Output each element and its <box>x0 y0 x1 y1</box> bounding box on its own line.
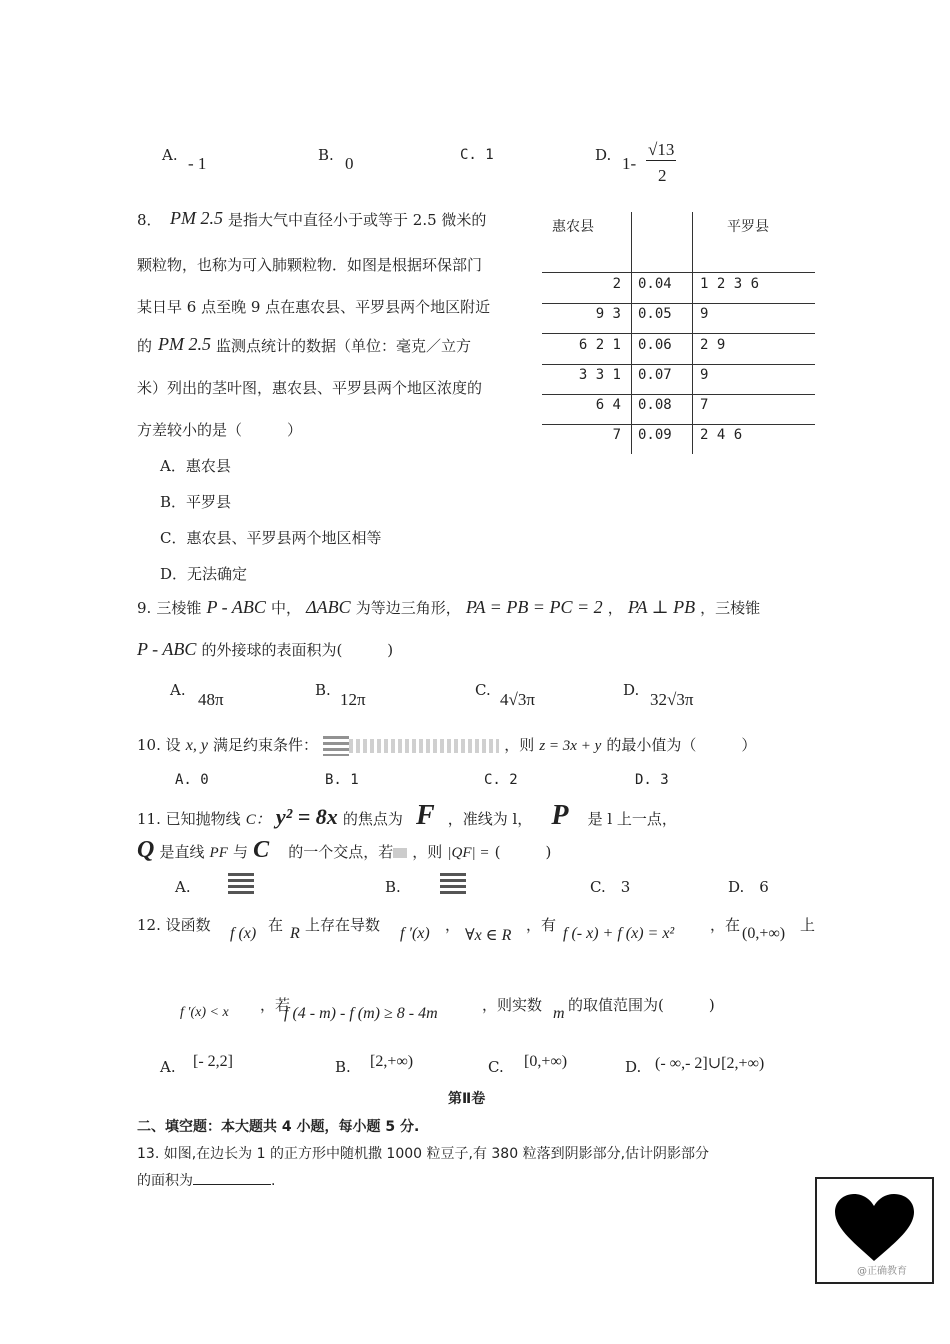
q12-text: ， <box>445 916 461 934</box>
q8-option-c: C．惠农县、平罗县两个地区相等 <box>160 529 382 547</box>
q10-text: 满足约束条件： <box>213 736 319 754</box>
q11-focus: F <box>415 800 435 831</box>
q9-option-a-label: A. <box>170 681 186 699</box>
q11-point-p: P <box>551 800 569 831</box>
q11-point-q: Q <box>137 837 155 863</box>
q9-option-c-label: C. <box>475 681 491 699</box>
table-row-right: 1 2 3 6 <box>700 276 760 292</box>
q12-fpx: f ′(x) <box>400 925 430 942</box>
q10-option-d: D. 3 <box>635 772 669 788</box>
q12-option-b-value: [2,+∞) <box>370 1053 414 1070</box>
q12-text: 在 <box>268 916 284 934</box>
q8-line-6: 方差较小的是（ ） <box>137 421 303 439</box>
table-row-stem: 0.05 <box>638 306 672 322</box>
q8-line-4a: 的 <box>137 337 153 355</box>
table-row-stem: 0.04 <box>638 276 672 292</box>
table-rule <box>542 364 815 365</box>
q9-option-a-value: 48π <box>198 690 224 709</box>
q12-option-c-value: [0,+∞) <box>524 1053 568 1070</box>
q10-text: ，则 <box>504 736 535 754</box>
q11-line-2 <box>137 837 551 864</box>
answer-blank <box>193 1170 271 1185</box>
q8-option-b: B．平罗县 <box>160 493 232 511</box>
table-row-right: 9 <box>700 367 709 383</box>
table-rule <box>542 394 815 395</box>
q7-option-c: C. 1 <box>460 147 494 163</box>
q13-text: . <box>271 1173 276 1189</box>
q12-m: m <box>553 1005 565 1022</box>
q12-text: ，若 <box>260 996 291 1014</box>
q11-curve-c: C <box>253 837 270 863</box>
table-row-right: 2 4 6 <box>700 427 743 443</box>
q7-option-a-label: A. <box>162 146 178 164</box>
q10-number: 10. 设 <box>137 736 181 754</box>
table-rule <box>542 303 815 304</box>
q9-option-b-label: B. <box>315 681 331 699</box>
q9-math: PA ⊥ PB <box>627 597 696 617</box>
table-row-stem: 0.09 <box>638 427 672 443</box>
q9-option-d-value: 32√3π <box>650 690 694 709</box>
q11-option-b: B. <box>385 878 401 896</box>
q12-text: ，则实数 <box>482 996 543 1014</box>
q11-text: ，准线为 l， <box>447 810 533 828</box>
q10-expr: z = 3x + y <box>539 738 602 754</box>
part-two-title: 第Ⅱ卷 <box>448 1091 486 1107</box>
q12-option-d-label: D. <box>625 1058 642 1076</box>
q11-text: 是直线 <box>159 843 205 861</box>
q9-math: PA = PB = PC = 2 <box>465 597 603 617</box>
table-row-left: 7 <box>612 427 621 443</box>
q11-equation: y² = 8x <box>275 804 338 829</box>
q8-option-a: A．惠农县 <box>160 457 231 475</box>
table-row-left: 3 3 1 <box>578 367 621 383</box>
q10-line <box>137 735 756 756</box>
watermark-text: @正确教育 <box>857 1266 907 1277</box>
q8-option-d: D．无法确定 <box>160 565 248 583</box>
q12-fx: f (x) <box>230 925 257 942</box>
q9-math: P - ABC <box>137 639 197 659</box>
table-row-left: 6 4 <box>595 397 621 413</box>
q8-line-1: 是指大气中直径小于或等于 2.5 微米的 <box>228 211 487 229</box>
stem-leaf-table <box>542 212 815 454</box>
q7-option-d-numerator: √13 <box>648 140 675 159</box>
q13-text: 的面积为 <box>137 1173 193 1189</box>
q12-text: 的取值范围为( ) <box>568 996 715 1014</box>
table-row-stem: 0.07 <box>638 367 672 383</box>
q11-number: 11. 已知抛物线 <box>137 810 241 828</box>
table-row-right: 7 <box>700 397 709 413</box>
q11-option-b-image <box>440 873 466 895</box>
q9-line-2 <box>137 639 393 660</box>
q8-number: 8． <box>137 211 162 229</box>
q11-option-c: C. 3 <box>590 878 631 896</box>
table-row-left: 6 2 1 <box>578 337 621 353</box>
q9-line-1 <box>137 597 760 618</box>
section-heading: 二、填空题：本大题共 4 小题，每小题 5 分. <box>137 1119 420 1135</box>
q8-pm25-inline: PM 2.5 <box>158 334 211 354</box>
constraint-brace-icon <box>323 736 349 756</box>
q8-pm25: PM 2.5 <box>170 208 223 228</box>
table-right-header: 平罗县 <box>727 219 769 235</box>
q12-number: 12. 设函数 <box>137 916 211 934</box>
q13-line-2 <box>137 1170 275 1190</box>
q11-line-pf: PF <box>209 845 228 861</box>
vector-condition-image <box>393 848 407 858</box>
watermark-logo <box>815 1177 934 1284</box>
constraint-system-image <box>349 739 499 753</box>
q9-option-d-label: D. <box>623 681 640 699</box>
table-left-header: 惠农县 <box>552 219 594 235</box>
table-rule <box>542 424 815 425</box>
q12-option-d-value: (- ∞,- 2]∪[2,+∞) <box>655 1055 765 1072</box>
q7-option-b-value: 0 <box>345 154 354 173</box>
table-row-right: 9 <box>700 306 709 322</box>
q8-line-4b: 监测点统计的数据（单位：毫克／立方 <box>216 337 472 355</box>
q12-option-c-label: C. <box>488 1058 504 1076</box>
q8-line-5: 米）列出的茎叶图，惠农县、平罗县两个地区浓度的 <box>137 379 483 397</box>
table-row-right: 2 9 <box>700 337 726 353</box>
q12-text: 上存在导数 <box>305 916 381 934</box>
q12-condition: f ′(x) < x <box>180 1005 229 1020</box>
table-row-stem: 0.06 <box>638 337 672 353</box>
q7-option-d-label: D. <box>595 146 612 164</box>
q12-option-a-label: A. <box>160 1058 176 1076</box>
q8-line-3: 某日早 6 点至晚 9 点在惠农县、平罗县两个地区附近 <box>137 298 491 316</box>
q10-option-a: A. 0 <box>175 772 209 788</box>
q9-number: 9. <box>137 599 152 617</box>
q9-option-c-value: 4√3π <box>500 690 535 709</box>
q13-line-1: 13. 如图,在边长为 1 的正方形中随机撒 1000 粒豆子,有 380 粒落到阴影部分,估计阴影部分 <box>137 1146 710 1162</box>
q9-text: 中， <box>270 599 301 617</box>
q12-inequality: f (4 - m) - f (m) ≥ 8 - 4m <box>284 1005 438 1022</box>
q11-text: 的焦点为 <box>342 810 403 828</box>
q9-text: 为等边三角形， <box>355 599 461 617</box>
table-rule <box>542 272 815 273</box>
q9-option-b-value: 12π <box>340 690 366 709</box>
q11-line-1 <box>137 800 677 832</box>
q10-vars: x, y <box>185 737 208 754</box>
table-row-left: 9 3 <box>595 306 621 322</box>
q10-option-c: C. 2 <box>484 772 518 788</box>
q9-text: 的外接球的表面积为( ) <box>201 641 394 659</box>
q12-option-a-value: [- 2,2] <box>193 1053 233 1070</box>
q10-text: 的最小值为（ ） <box>606 736 757 754</box>
q11-curve-name: C： <box>245 812 271 828</box>
q12-equation: f (- x) + f (x) = x² <box>563 925 675 942</box>
q11-option-d: D. 6 <box>728 878 769 896</box>
q7-option-a-value: - 1 <box>188 154 207 173</box>
q9-text: ， <box>607 599 623 617</box>
q11-text: 是 l 上一点， <box>587 810 677 828</box>
q12-r: R <box>290 925 300 942</box>
q12-forall: ∀x ∈ R <box>465 927 512 944</box>
q7-option-d-prefix: 1- <box>622 154 637 173</box>
q12-text: ，有 <box>526 916 557 934</box>
table-row-left: 2 <box>612 276 621 292</box>
q9-text: ，三棱锥 <box>700 599 761 617</box>
q8-line-2: 颗粒物，也称为可入肺颗粒物．如图是根据环保部门 <box>137 256 483 274</box>
q9-text: 三棱锥 <box>156 599 202 617</box>
table-rule <box>542 333 815 334</box>
q11-text: 的一个交点，若 <box>288 843 394 861</box>
q7-option-d-denominator: 2 <box>658 166 667 185</box>
q12-text: 上 <box>800 916 816 934</box>
q9-math: ΔABC <box>306 597 351 617</box>
q11-option-a-image <box>228 873 254 895</box>
table-row-stem: 0.08 <box>638 397 672 413</box>
q11-text: ，则 <box>412 843 443 861</box>
q12-interval: (0,+∞) <box>742 925 786 942</box>
q11-option-a: A. <box>175 878 191 896</box>
q11-text: ( ) <box>494 843 552 861</box>
q7-option-b-label: B. <box>318 146 334 164</box>
q12-option-b-label: B. <box>335 1058 351 1076</box>
q12-text: ，在 <box>710 916 741 934</box>
q11-text: 与 <box>232 843 248 861</box>
q11-abs: |QF| = <box>447 845 490 861</box>
q9-math: P - ABC <box>206 597 266 617</box>
q10-option-b: B. 1 <box>325 772 359 788</box>
